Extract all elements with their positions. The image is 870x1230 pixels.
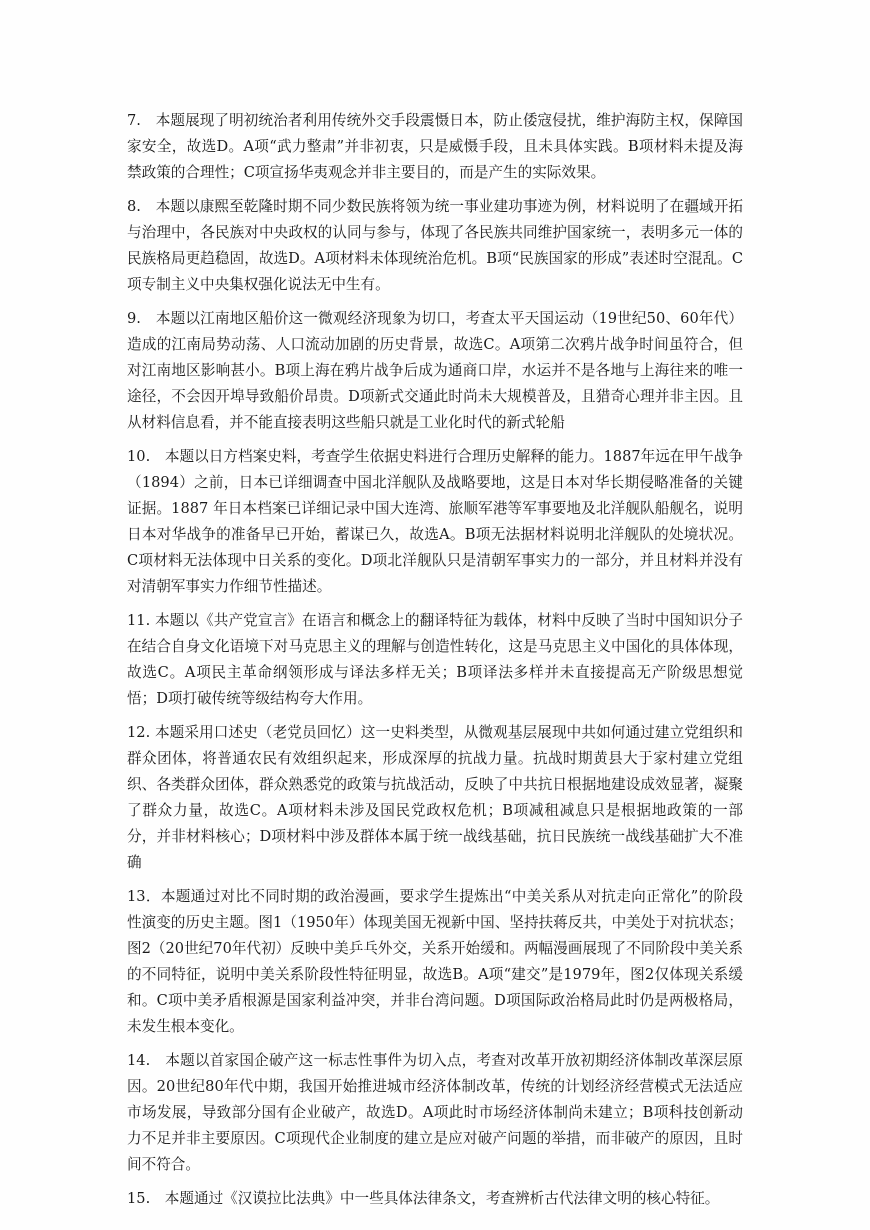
explanation-q9: 9. 本题以江南地区船价这一微观经济现象为切口，考查太平天国运动（19世纪50、60年代）造成的江南局势动荡、人口流动加剧的历史背景，故选C。A项第二次鸦片战争时间虽符合，但对江南地区影响甚小。B项上海在鸦片战争后成为通商口岸，水运并不是各地与上海往来的唯一途径，不会因开埠导致船价昂贵。D项新式交通此时尚未大规模普及，且猎奇心理并非主因。且从材料信息看，并不能直接表明这些船只就是工业化时代的新式轮船 bbox=[127, 310, 743, 431]
explanation-q12: 12. 本题采用口述史（老党员回忆）这一史料类型，从微观基层展现中共如何通过建立党组织和群众团体，将普通农民有效组织起来，形成深厚的抗战力量。抗战时期黄县大于家村建立党组织、各类群众团体，群众熟悉党的政策与抗战活动，反映了中共抗日根据地建设成效显著，凝聚了群众力量，故选C。A项材料未涉及国民党政权危机；B项减租减息只是根据地政策的一部分，并非材料核心；D项材料中涉及群体本属于统一战线基础，抗日民族统一战线基础扩大不准确 bbox=[127, 724, 743, 871]
explanation-q14: 14. 本题以首家国企破产这一标志性事件为切入点，考查对改革开放初期经济体制改革深层原因。20世纪80年代中期，我国开始推进城市经济体制改革，传统的计划经济经营模式无法适应市场发展，导致部分国有企业破产，故选D。A项此时市场经济体制尚未建立；B项科技创新动力不足并非主要原因。C项现代企业制度的建立是应对破产问题的举措，而非破产的原因，且时间不符合。 bbox=[127, 1052, 743, 1173]
explanation-q7: 7. 本题展现了明初统治者利用传统外交手段震慑日本，防止倭寇侵扰，维护海防主权，保障国家安全，故选D。A项“武力整肃”并非初衷，只是威慑手段，且未具体实践。B项材料未提及海禁政策的合理性；C项宣扬华夷观念并非主要目的，而是产生的实际效果。 bbox=[127, 112, 743, 181]
explanation-q13: 13．本题通过对比不同时期的政治漫画，要求学生提炼出“中美关系从对抗走向正常化”的阶段性演变的历史主题。图1（1950年）体现美国无视新中国、坚持扶蒋反共，中美处于对抗状态；图2（20世纪70年代初）反映中美乒乓外交，关系开始缓和。两幅漫画展现了不同阶段中美关系的不同特征，说明中美关系阶段性特征明显，故选B。A项“建交”是1979年，图2仅体现关系缓和。C项中美矛盾根源是国家利益冲突，并非台湾问题。D项国际政治格局此时仍是两极格局，未发生根本变化。 bbox=[127, 888, 743, 1035]
answer-explanations bbox=[127, 108, 743, 1220]
explanation-q10: 10. 本题以日方档案史料，考查学生依据史料进行合理历史解释的能力。1887年远在甲午战争（1894）之前，日本已详细调查中国北洋舰队及战略要地，这是日本对华长期侵略准备的关键证据。1887 年日本档案已详细记录中国大连湾、旅顺军港等军事要地及北洋舰队船舰名，说明日本对华战争的准备早已开始，蓄谋已久，故选A。B项无法据材料说明北洋舰队的处境状况。C项材料无法体现中日关系的变化。D项北洋舰队只是清朝军事实力的一部分，并且材料并没有对清朝军事实力作细节性描述。 bbox=[127, 448, 743, 595]
explanation-q11: 11. 本题以《共产党宣言》在语言和概念上的翻译特征为载体，材料中反映了当时中国知识分子在结合自身文化语境下对马克思主义的理解与创造性转化，这是马克思主义中国化的具体体现，故选C。A项民主革命纲领形成与译法多样无关；B项译法多样并未直接提高无产阶级思想觉悟；D项打破传统等级结构夸大作用。 bbox=[127, 612, 743, 707]
explanation-q15: 15. 本题通过《汉谟拉比法典》中一些具体法律条文，考查辨析古代法律文明的核心特征。 bbox=[127, 1190, 720, 1207]
explanation-q8: 8. 本题以康熙至乾隆时期不同少数民族将领为统一事业建功事迹为例，材料说明了在疆域开拓与治理中，各民族对中央政权的认同与参与，体现了各民族共同维护国家统一，表明多元一体的民族格局更趋稳固，故选D。A项材料未体现统治危机。B项“民族国家的形成”表述时空混乱。C项专制主义中央集权强化说法无中生有。 bbox=[127, 198, 743, 293]
